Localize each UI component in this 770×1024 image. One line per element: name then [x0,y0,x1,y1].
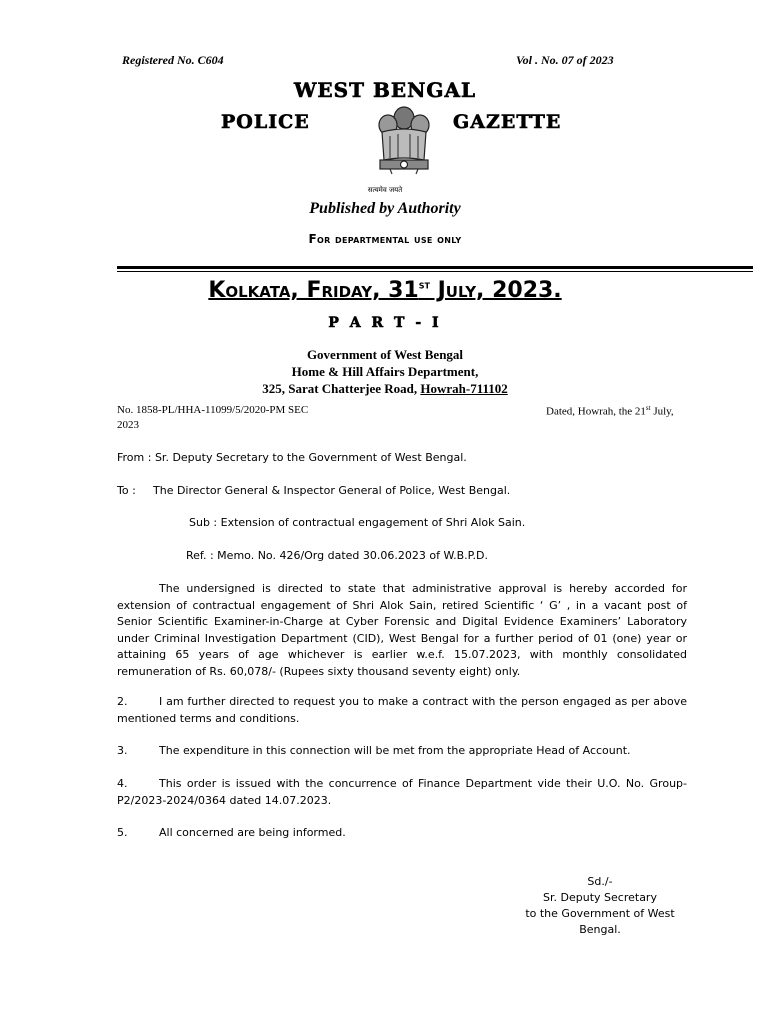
signature-sd: Sd./- [587,875,613,888]
paragraph-2-text: I am further directed to request you to make a contract with the person engaged as per above mentioned terms and conditions. [117,695,687,725]
memo-date-sup: st [645,404,651,412]
paragraph-5-number: 5. [117,826,128,839]
issuer-government: Government of West Bengal [306,347,464,362]
paragraph-4-number: 4. [117,777,128,790]
masthead-title: WEST BENGAL [293,78,477,102]
memo-date [546,404,674,418]
published-by-authority: Published by Authority [309,200,461,217]
date-prefix: Kolkata, Friday, 31 [208,278,419,304]
date-suffix: July, 2023. [429,278,562,304]
masthead-police: POLICE [221,111,310,133]
paragraph-3-number: 3. [117,744,128,757]
departmental-use-note: For departmental use only [308,232,462,246]
issuer-department: Home & Hill Affairs Department, [291,364,479,379]
part-heading: P A R T - I [328,315,442,331]
paragraph-4-text: This order is issued with the concurrence of Finance Department vide their U.O. No. Group-P2/2023-2024/0364 dated 14.07.2023. [117,777,687,807]
top-divider [117,266,753,269]
memo-number-year: 2023 [117,419,139,431]
top-divider-thin [117,271,753,272]
address-street: 325, Sarat Chatterjee Road, [262,381,421,396]
paragraph-5 [117,825,687,842]
signature-govt: to the Government of West [525,907,675,920]
paragraph-1: The undersigned is directed to state that administrative approval is hereby accorded for extension of contractual engagement of Shri Alok Sain, retired Scientific ‘ G’ , in a vacant post of Senior Scientific Examiner-in-Charge at Cyber Forensic and Digital Evidence Examiners’ Laboratory under Criminal Investigation Department (CID), West Bengal for a further period of 01 (one) year or attaining 65 years of age whichever is earlier w.e.f. 15.07.2023, with monthly consolidated remuneration of Rs. 60,078/- (Rupees sixty thousand seventy eight) only. [117,582,687,678]
memo-number: No. 1858-PL/HHA-11099/5/2020-PM SEC [117,404,309,416]
paragraph-3-text: The expenditure in this connection will be met from the appropriate Head of Account. [159,744,631,757]
paragraph-2-number: 2. [117,695,128,708]
gazette-date [0,278,770,303]
to-recipient: The Director General & Inspector General of Police, West Bengal. [153,484,511,497]
address-city: Howrah-711102 [420,381,508,396]
signature-state: Bengal. [579,923,621,936]
reference-line: Ref. : Memo. No. 426/Org dated 30.06.2023 of W.B.P.D. [186,549,489,562]
registered-number: Registered No. C604 [122,53,224,67]
paragraph-4 [117,776,687,809]
issuer-address [0,381,770,397]
paragraph-5-text: All concerned are being informed. [159,826,346,839]
subject-line: Sub : Extension of contractual engagement of Shri Alok Sain. [189,516,526,529]
to-label: To : [117,484,136,497]
signature-designation: Sr. Deputy Secretary [543,891,657,904]
volume-number: Vol . No. 07 of 2023 [516,53,614,67]
state-emblem-icon [368,98,440,190]
from-line: From : Sr. Deputy Secretary to the Government of West Bengal. [117,451,467,464]
date-suffix-sup: st [418,278,430,292]
masthead-gazette: GAZETTE [453,111,562,133]
emblem-caption: सत्यमेव जयते [367,186,403,194]
memo-date-suffix: July, [650,405,674,418]
paragraph-3 [117,743,687,760]
signature-block [500,874,700,938]
paragraph-2 [117,694,687,727]
memo-date-prefix: Dated, Howrah, the 21 [546,405,646,418]
